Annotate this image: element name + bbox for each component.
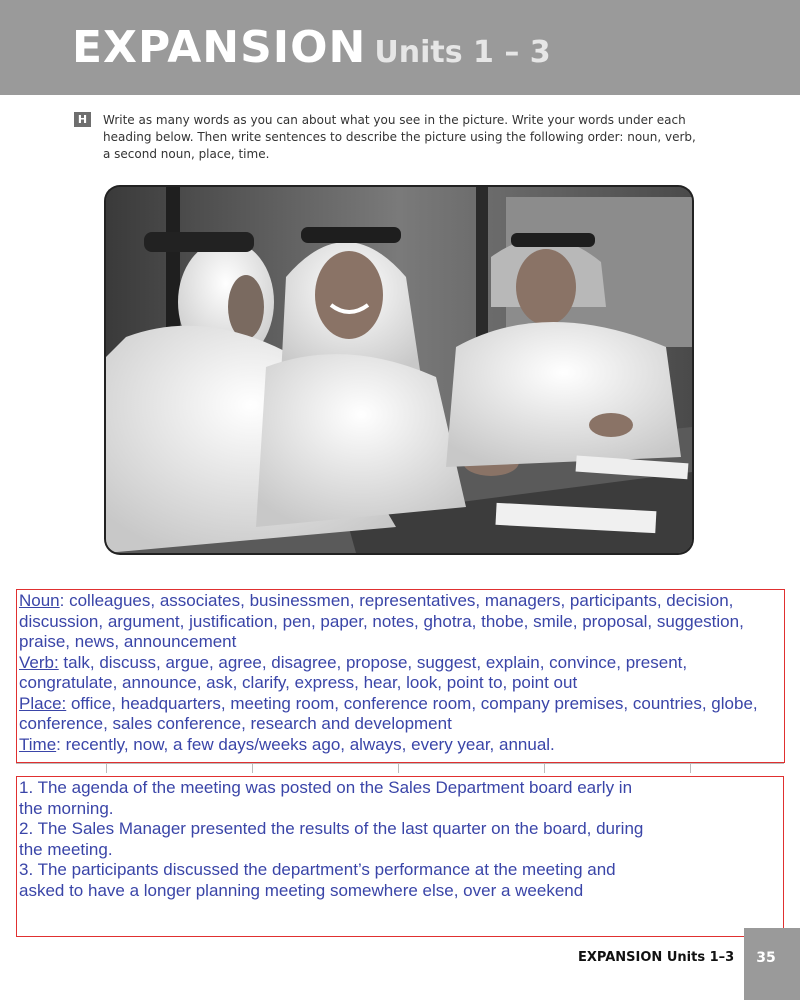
time-line (19, 735, 555, 754)
sentences-answer-box (16, 776, 784, 937)
photo-illustration (106, 187, 692, 553)
sentence-1: 1. The agenda of the meeting was posted on the Sales Department board early in the morning. (19, 778, 633, 818)
sentence-3: 3. The participants discussed the department’s performance at the meeting and asked to have a longer planning meeting somewhere else, over a weekend (19, 860, 616, 900)
sentence-2: 2. The Sales Manager presented the results of the last quarter on the board, during the meeting. (19, 819, 644, 859)
page-number-tab (744, 928, 800, 1000)
title-main: EXPANSION (72, 22, 367, 73)
time-label: Time (19, 734, 57, 754)
verb-words: talk, discuss, argue, agree, disagree, propose, suggest, explain, convince, present, congratulate, announce, ask, clarify, express, hear, look, point to, point out (19, 652, 688, 692)
title-sub: Units 1 – 3 (374, 35, 551, 70)
exercise-letter-badge: H (74, 112, 91, 127)
page-title (72, 22, 551, 73)
noun-words: : colleagues, associates, businessmen, representatives, managers, participants, decision, discussion, argument, justification, pen, paper, notes, ghotra, thobe, smile, proposal, suggestion, praise, news, announcement (19, 591, 744, 651)
noun-line (19, 591, 744, 651)
verb-line (19, 653, 687, 693)
meeting-photo (106, 187, 692, 553)
page-number: 35 (756, 950, 776, 966)
place-line (19, 694, 758, 734)
exercise-instructions: Write as many words as you can about what you see in the picture. Write your words under each heading below. Then write sentences to describe the picture using the following order: noun, verb, a second noun, place, time. (103, 113, 696, 161)
verb-label: Verb: (19, 652, 59, 672)
vocabulary-answer-box (16, 589, 785, 763)
place-words: office, headquarters, meeting room, conference room, company premises, countries, globe, conference, sales conference, research and development (19, 693, 758, 733)
page-header (0, 0, 800, 95)
place-label: Place: (19, 693, 67, 713)
noun-label: Noun (19, 591, 60, 610)
table-ruling (16, 763, 784, 775)
footer-unit-label: EXPANSION Units 1–3 (578, 950, 735, 965)
time-words: : recently, now, a few days/weeks ago, always, every year, annual. (56, 734, 555, 754)
